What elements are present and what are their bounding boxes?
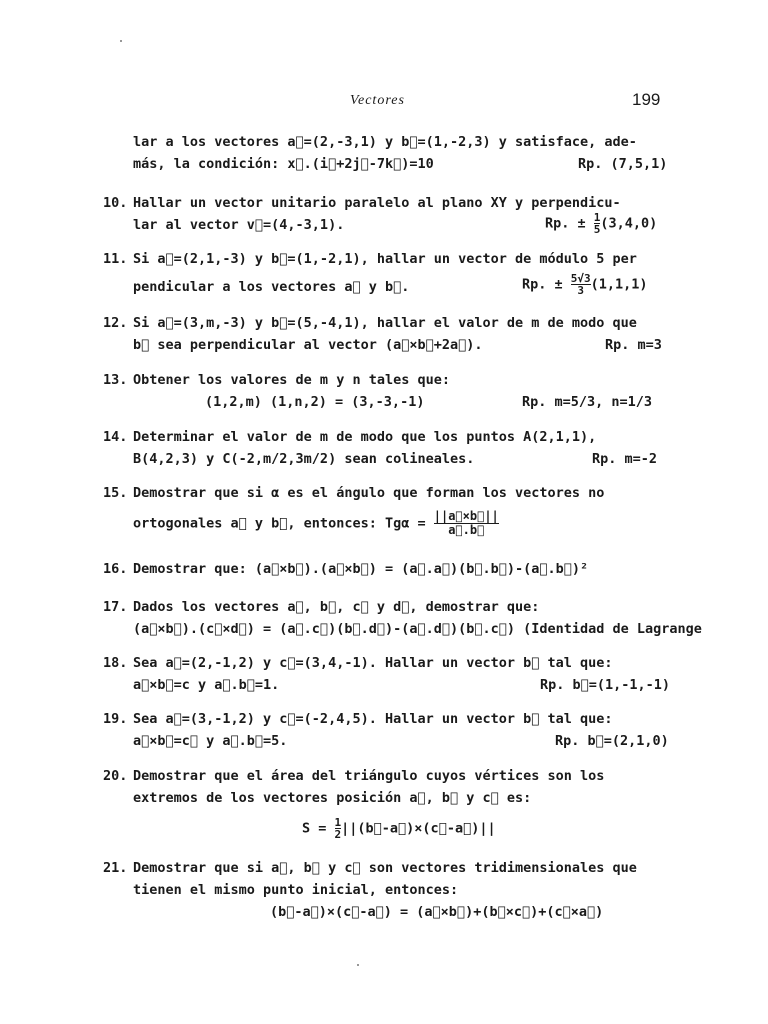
problem-text-line: Demostrar que si a⃗, b⃗ y c⃗ son vectores tridimensionales que (133, 860, 637, 876)
problem-number: 11. (103, 251, 128, 267)
answer: Rp. m=3 (605, 337, 662, 353)
problem-10 (0, 192, 768, 236)
scan-speck (120, 40, 122, 42)
half-fraction: $\frac{1}{2}$ (334, 816, 342, 841)
problem-number: 19. (103, 711, 128, 727)
problem-text-line: Demostrar que el área del triángulo cuyos vértices son los (133, 768, 605, 784)
equation: (b⃗-a⃗)×(c⃗-a⃗) = (a⃗×b⃗)+(b⃗×c⃗)+(c⃗×a⃗) (270, 904, 604, 920)
problem-text-line: a⃗×b⃗=c y a⃗.b⃗=1. (133, 677, 280, 693)
problem-number: 12. (103, 315, 128, 331)
running-header-title: Vectores (350, 93, 405, 108)
problem-text-line: Si a⃗=(2,1,-3) y b⃗=(1,-2,1), hallar un vector de módulo 5 per (133, 251, 637, 267)
problem-number: 18. (103, 655, 128, 671)
answer: Rp. m=-2 (592, 451, 658, 467)
problem-text-line: B(4,2,3) y C(-2,m/2,3m/2) sean colineales. (133, 451, 475, 467)
answer: Rp. b⃗=(1,-1,-1) (540, 677, 671, 693)
problem-number: 14. (103, 429, 128, 445)
answer: Rp. m=5/3, n=1/3 (522, 394, 653, 410)
problem-text-line: Determinar el valor de m de modo que los puntos A(2,1,1), (133, 429, 597, 445)
problem-text-line: Sea a⃗=(3,-1,2) y c⃗=(-2,4,5). Hallar un vector b⃗ tal que: (133, 711, 613, 727)
problem-text-line: (a⃗×b⃗).(c⃗×d⃗) = (a⃗.c⃗)(b⃗.d⃗)-(a⃗.d⃗)(b⃗.c⃗) (Identidad de Lagrange (133, 621, 702, 637)
problem-text-line: Obtener los valores de m y n tales que: (133, 372, 450, 388)
problem-text-line: ortogonales a⃗ y b⃗, entonces: Tgα = $\frac{||a⃗\times b⃗||}{a⃗.b⃗}$ (133, 509, 499, 537)
problem-number: 15. (103, 485, 128, 501)
problem-text-line: lar al vector v⃗=(4,-3,1). (133, 217, 345, 233)
problem-11 (0, 248, 768, 298)
tangent-fraction: $\frac{||a⃗\times b⃗||}{a⃗.b⃗}$ (433, 509, 499, 537)
problem-text-line: Dados los vectores a⃗, b⃗, c⃗ y d⃗, demostrar que: (133, 599, 540, 615)
problem-number: 10. (103, 195, 128, 211)
scan-speck (357, 964, 359, 966)
answer-fraction: $\frac{5√3}{3}$ (570, 272, 591, 297)
problem-20 (0, 765, 768, 839)
problem-continuation (0, 131, 768, 175)
problem-21 (0, 857, 768, 923)
problem-text-line: b⃗ sea perpendicular al vector (a⃗×b⃗+2a⃗). (133, 337, 483, 353)
problem-18 (0, 652, 768, 696)
problem-text-line: lar a los vectores a⃗=(2,-3,1) y b⃗=(1,-2,3) y satisface, ade- (133, 134, 637, 150)
problem-text-line: Sea a⃗=(2,-1,2) y c⃗=(3,4,-1). Hallar un vector b⃗ tal que: (133, 655, 613, 671)
problem-text-line: Si a⃗=(3,m,-3) y b⃗=(5,-4,1), hallar el valor de m de modo que (133, 315, 637, 331)
problem-text-line: Demostrar que si α es el ángulo que forman los vectores no (133, 485, 605, 501)
problem-13 (0, 369, 768, 413)
problem-14 (0, 426, 768, 470)
problem-text-line: Hallar un vector unitario paralelo al plano XY y perpendicu- (133, 195, 621, 211)
problem-text-line: tienen el mismo punto inicial, entonces: (133, 882, 459, 898)
answer: Rp. ± $\frac{1}{5}$ (3,4,0) (545, 211, 658, 236)
answer: Rp. ± $\frac{5√3}{3}$ (1,1,1) (522, 272, 648, 297)
problem-text-line: a⃗×b⃗=c⃗ y a⃗.b⃗=5. (133, 733, 288, 749)
equation: (1,2,m) (1,n,2) = (3,-3,-1) (205, 394, 425, 410)
problem-number: 20. (103, 768, 128, 784)
problem-number: 16. (103, 561, 128, 577)
problem-number: 21. (103, 860, 128, 876)
problem-text-line: más, la condición: x⃗.(i⃗+2j⃗-7k⃗)=10 (133, 156, 434, 172)
problem-15 (0, 482, 768, 537)
page-number: 199 (632, 90, 661, 109)
problem-12 (0, 312, 768, 356)
problem-text-line: extremos de los vectores posición a⃗, b⃗ y c⃗ es: (133, 790, 532, 806)
problem-17 (0, 596, 768, 640)
problem-text-line: Demostrar que: (a⃗×b⃗).(a⃗×b⃗) = (a⃗.a⃗)(b⃗.b⃗)-(a⃗.b⃗)² (133, 561, 589, 577)
problem-19 (0, 708, 768, 752)
problem-text-line: pendicular a los vectores a⃗ y b⃗. (133, 279, 410, 295)
answer: Rp. b⃗=(2,1,0) (555, 733, 669, 749)
answer: Rp. (7,5,1) (578, 156, 668, 172)
answer-fraction: $\frac{1}{5}$ (593, 211, 601, 236)
problem-16 (0, 558, 768, 580)
area-formula: S = $\frac{1}{2}$ ||(b⃗-a⃗)×(c⃗-a⃗)|| (302, 816, 496, 841)
problem-number: 17. (103, 599, 128, 615)
problem-number: 13. (103, 372, 128, 388)
